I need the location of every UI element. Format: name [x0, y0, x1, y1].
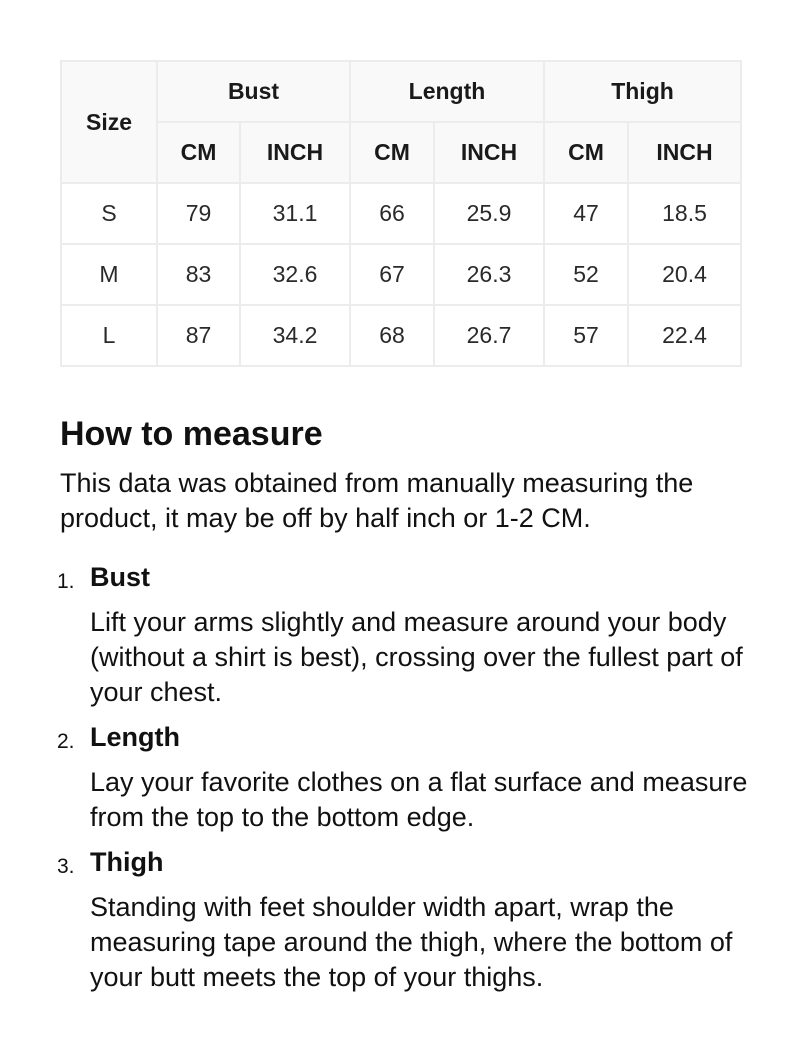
table-cell: 79: [157, 183, 240, 244]
intro-text: This data was obtained from manually measuring the product, it may be off by half inch or 1-2 CM.: [60, 468, 694, 533]
table-cell: 25.9: [434, 183, 544, 244]
table-cell: 22.4: [628, 305, 741, 366]
step-number: 2.: [57, 730, 75, 753]
table-cell: 87: [157, 305, 240, 366]
unit-header: CM: [157, 122, 240, 183]
table-cell: 47: [544, 183, 628, 244]
step-description: Lift your arms slightly and measure around your body (without a shirt is best), crossing over the fullest part of your chest.: [90, 607, 743, 707]
table-cell: 57: [544, 305, 628, 366]
step-title: Thigh: [90, 847, 164, 877]
table-cell: 68: [350, 305, 434, 366]
list-item: [57, 560, 750, 710]
header-row-groups: [61, 61, 741, 122]
table-cell: 32.6: [240, 244, 350, 305]
measure-steps-list: [57, 560, 750, 995]
table-cell: 20.4: [628, 244, 741, 305]
unit-header: CM: [544, 122, 628, 183]
step-title: Bust: [90, 562, 150, 592]
section-title: How to measure: [60, 415, 323, 453]
table-row: [61, 183, 741, 244]
table-cell: 52: [544, 244, 628, 305]
size-chart-table: [60, 60, 742, 367]
step-number: 3.: [57, 855, 75, 878]
step-title: Length: [90, 722, 180, 752]
length-header: Length: [350, 61, 544, 122]
table-cell: 31.1: [240, 183, 350, 244]
unit-header: INCH: [240, 122, 350, 183]
size-cell: L: [61, 305, 157, 366]
table-cell: 26.3: [434, 244, 544, 305]
how-to-measure-section: [57, 412, 750, 1005]
step-description: Standing with feet shoulder width apart, wrap the measuring tape around the thigh, where the bottom of your butt meets the top of your thighs.: [90, 892, 733, 992]
table-row: [61, 244, 741, 305]
table-cell: 34.2: [240, 305, 350, 366]
table-cell: 83: [157, 244, 240, 305]
table-row: [61, 305, 741, 366]
size-cell: S: [61, 183, 157, 244]
unit-header: CM: [350, 122, 434, 183]
bust-header: Bust: [157, 61, 350, 122]
unit-header: INCH: [434, 122, 544, 183]
size-cell: M: [61, 244, 157, 305]
thigh-header: Thigh: [544, 61, 741, 122]
table-cell: 26.7: [434, 305, 544, 366]
size-header: Size: [61, 61, 157, 183]
unit-header: INCH: [628, 122, 741, 183]
list-item: [57, 720, 750, 835]
list-item: [57, 845, 750, 995]
step-number: 1.: [57, 570, 75, 593]
step-description: Lay your favorite clothes on a flat surface and measure from the top to the bottom edge.: [90, 767, 748, 832]
table-cell: 18.5: [628, 183, 741, 244]
header-row-units: [61, 122, 741, 183]
table-cell: 67: [350, 244, 434, 305]
table-cell: 66: [350, 183, 434, 244]
